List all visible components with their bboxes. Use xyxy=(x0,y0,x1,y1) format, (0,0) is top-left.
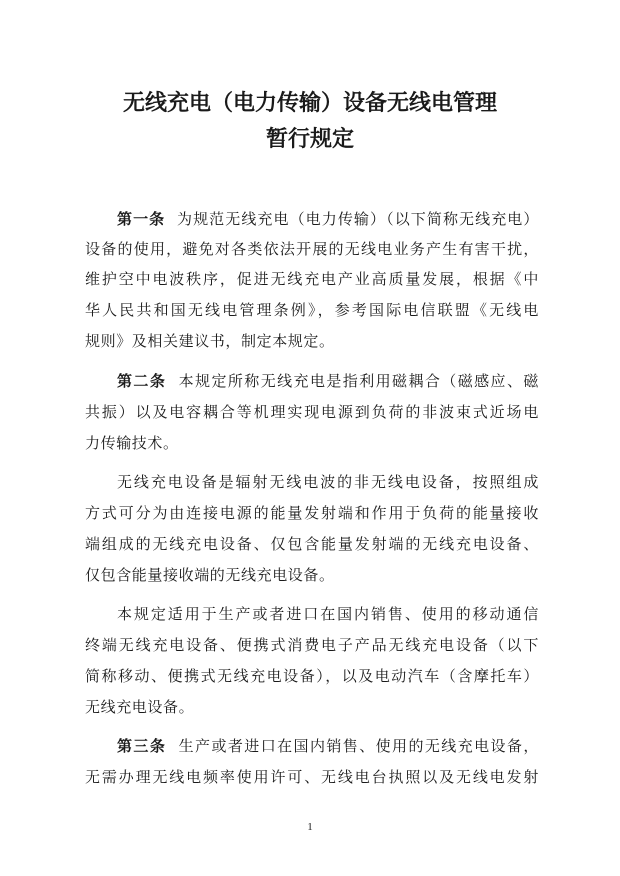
article-1-line-3: 维护空中电波秩序，促进无线充电产业高质量发展，根据《中 xyxy=(85,270,539,288)
article-1-text-1: 为规范无线充电（电力传输）（以下简称无线充电） xyxy=(176,210,539,228)
article-1-line-1 xyxy=(117,208,539,230)
device-definition-line-3: 端组成的无线充电设备、仅包含能量发射端的无线充电设备、 xyxy=(85,535,539,553)
document-title-line-2: 暂行规定 xyxy=(265,126,354,152)
article-2-line-3: 力传输技术。 xyxy=(85,434,179,452)
device-definition-line-2: 方式可分为由连接电源的能量发射端和作用于负荷的能量接收 xyxy=(85,504,539,522)
article-2-lead: 第二条 xyxy=(117,372,167,390)
article-2-line-1 xyxy=(117,370,539,392)
article-3-line-2: 无需办理无线电频率使用许可、无线电台执照以及无线电发射 xyxy=(85,768,539,786)
article-3-text-1: 生产或者进口在国内销售、使用的无线充电设备， xyxy=(178,737,539,755)
article-2-text-1: 本规定所称无线充电是指利用磁耦合（磁感应、磁 xyxy=(178,372,539,390)
document-title-line-1: 无线充电（电力传输）设备无线电管理 xyxy=(122,90,497,116)
article-3-lead: 第三条 xyxy=(117,737,167,755)
page-number: 1 xyxy=(307,821,313,833)
scope-line-2: 终端无线充电设备、便携式消费电子产品无线充电设备（以下 xyxy=(85,636,539,654)
article-3-line-1 xyxy=(117,735,539,757)
scope-line-3: 简称移动、便携式无线充电设备），以及电动汽车（含摩托车） xyxy=(85,667,539,685)
article-2-line-2: 共振）以及电容耦合等机理实现电源到负荷的非波束式近场电 xyxy=(85,403,539,421)
article-1-line-2: 设备的使用，避免对各类依法开展的无线电业务产生有害干扰， xyxy=(85,240,539,258)
scope-line-4: 无线充电设备。 xyxy=(85,698,195,716)
article-1-line-5: 规则》及相关建议书，制定本规定。 xyxy=(85,332,335,350)
article-1-line-4: 华人民共和国无线电管理条例》，参考国际电信联盟《无线电 xyxy=(85,301,539,319)
scope-line-1: 本规定适用于生产或者进口在国内销售、使用的移动通信 xyxy=(117,605,539,623)
article-1-lead: 第一条 xyxy=(117,210,166,228)
device-definition-line-4: 仅包含能量接收端的无线充电设备。 xyxy=(85,566,335,584)
device-definition-line-1: 无线充电设备是辐射无线电波的非无线电设备，按照组成 xyxy=(117,473,539,491)
